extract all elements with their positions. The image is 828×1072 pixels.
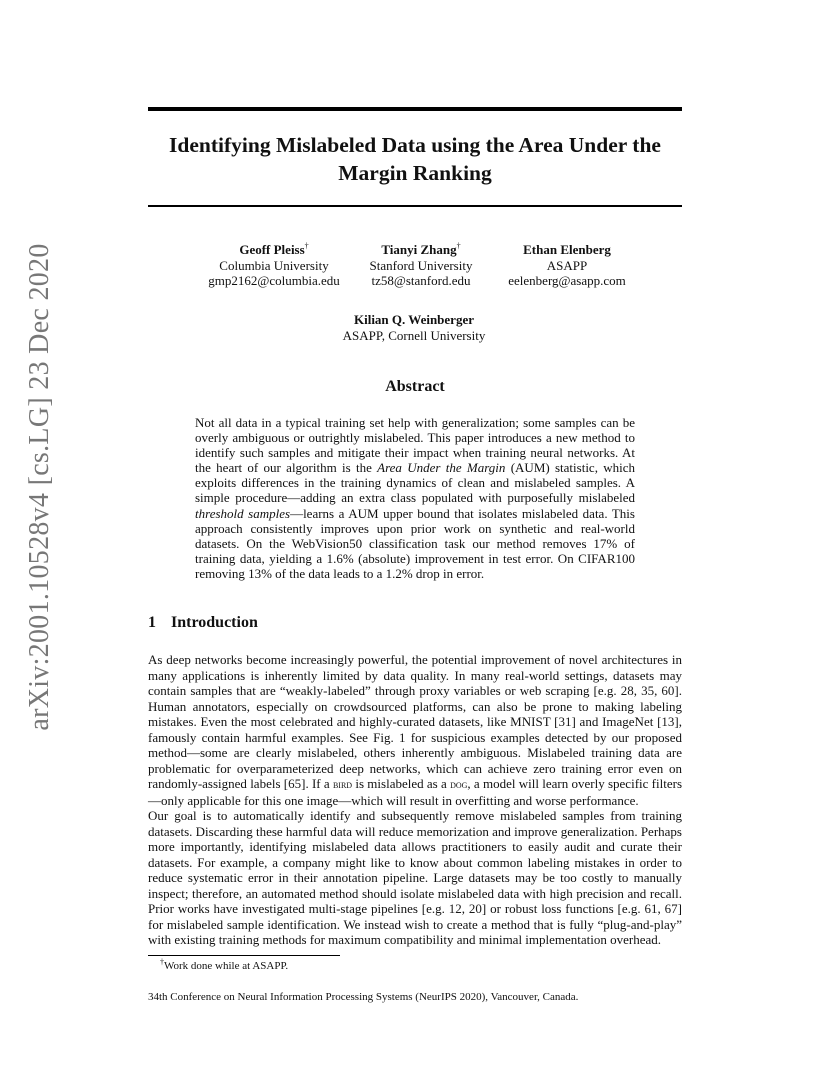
footnote-rule bbox=[148, 955, 340, 956]
citation-link[interactable]: 12 bbox=[448, 901, 462, 916]
figure-reference-link[interactable]: 1 bbox=[399, 729, 406, 745]
section-title: Introduction bbox=[171, 614, 258, 631]
author-footnote-mark: † bbox=[456, 241, 461, 251]
footnote-text: Work done while at ASAPP. bbox=[164, 960, 289, 972]
footnote-mark: † bbox=[160, 957, 164, 967]
title-line-2: Margin Ranking bbox=[338, 161, 492, 185]
title-bottom-rule bbox=[148, 205, 682, 207]
paper-title bbox=[148, 131, 682, 187]
abstract-text: Not all data in a typical training set help with generalization; some samples can be overly ambiguous or outrightly mislabeled. This paper introduces a new method to identify such samples and mitigate their impact when training neural networks. At the heart of our algorithm is the Area Under the Margin (AUM) statistic, which exploits differences in the training dynamics of clean and mislabeled samples. A simple procedure—adding an extra class populated with purposefully mislabeled threshold samples—learns a AUM upper bound that isolates mislabeled data. This approach consistently improves upon prior work on synthetic and real-world datasets. On the WebVision50 classification task our method removes 17% of training data, yielding a 1.6% (absolute) improvement in test error. On CIFAR100 removing 13% of the data leads to a 1.2% drop in error. bbox=[195, 415, 636, 581]
author-email: eelenberg@asapp.com bbox=[508, 273, 626, 288]
author-email: gmp2162@columbia.edu bbox=[208, 273, 340, 288]
citation-link[interactable]: 61 bbox=[644, 901, 658, 916]
citation-link[interactable]: 31 bbox=[558, 714, 572, 729]
author-name: Ethan Elenberg bbox=[523, 242, 611, 257]
class-label: bird bbox=[332, 777, 353, 791]
citation-link[interactable]: 35 bbox=[641, 683, 655, 698]
conference-notice: 34th Conference on Neural Information Processing Systems (NeurIPS 2020), Vancouver, Canada. bbox=[148, 991, 579, 1003]
citation-link[interactable]: 13 bbox=[661, 714, 675, 729]
section-heading-introduction bbox=[148, 614, 258, 632]
class-label: dog bbox=[450, 777, 468, 791]
intro-paragraph-2: Our goal is to automatically identify and subsequently remove mislabeled samples from training datasets. Discarding these harmful data will reduce memorization and improve generalization. Perhaps more importantly, identifying mislabeled data allows practitioners to easily audit and curate their datasets. For example, a company might like to know about common labeling mistakes in order to reduce systematic error in their annotation pipeline. Large datasets may be too costly to manually inspect; therefore, an automated method should isolate mislabeled data with high precision and recall. Prior works have investigated multi-stage pipelines [e.g. 12, 20] or robust loss functions [e.g. 61, 67] for mislabeled sample identification. We instead wish to create a method that is fully “plug-and-play” with existing training methods for maximum compatibility and minimal implementation overhead. bbox=[148, 808, 682, 947]
title-top-rule bbox=[148, 107, 682, 111]
citation-link[interactable]: 65 bbox=[288, 776, 302, 791]
citation-link[interactable]: 20 bbox=[468, 901, 482, 916]
intro-paragraph-1: As deep networks become increasingly powerful, the potential improvement of novel architectures in many applications is inherently limited by data quality. In many real-world settings, datasets may contain samples that are “weakly-labeled” through proxy variables or web scraping [e.g. 28, 35, 60]. Human annotators, especially on crowdsourced platforms, can also be prone to making labeling mistakes. Even the most celebrated and highly-curated datasets, like MNIST [31] and ImageNet [13], famously contain harmful examples. See Fig. 1 for suspicious examples detected by our proposed method—some are clearly mislabeled, others inherently ambiguous. Mislabeled training data are problematic for overparameterized deep networks, which can achieve zero training error even on randomly-assigned labels [65]. If a bird is mislabeled as a dog, a model will learn overly specific filters—only applicable for this one image—which will result in overfitting and worse performance. bbox=[148, 652, 683, 808]
author-email: tz58@stanford.edu bbox=[371, 273, 471, 288]
author-affiliation: Columbia University bbox=[219, 257, 329, 273]
abstract-heading: Abstract bbox=[385, 378, 445, 395]
author-affiliation: ASAPP, Cornell University bbox=[342, 327, 486, 343]
footnote bbox=[160, 957, 289, 972]
author-footnote-mark: † bbox=[304, 241, 309, 251]
author-name: Kilian Q. Weinberger bbox=[353, 312, 474, 327]
author-entry bbox=[457, 242, 677, 289]
author-affiliation: ASAPP bbox=[546, 257, 588, 273]
citation-link[interactable]: 28 bbox=[620, 683, 634, 698]
author-name: Geoff Pleiss bbox=[239, 242, 305, 257]
arxiv-identifier: arXiv:2001.10528v4 [cs.LG] 23 Dec 2020 bbox=[24, 243, 55, 731]
author-affiliation: Stanford University bbox=[369, 257, 473, 273]
citation-link[interactable]: 67 bbox=[664, 901, 678, 916]
author-block bbox=[148, 242, 682, 362]
title-line-1: Identifying Mislabeled Data using the Area Under the bbox=[169, 133, 661, 157]
author-entry bbox=[304, 312, 524, 343]
arxiv-sidebar bbox=[18, 0, 62, 1072]
author-name: Tianyi Zhang bbox=[381, 242, 457, 257]
citation-link[interactable]: 60 bbox=[661, 683, 675, 698]
section-number: 1 bbox=[148, 614, 156, 631]
